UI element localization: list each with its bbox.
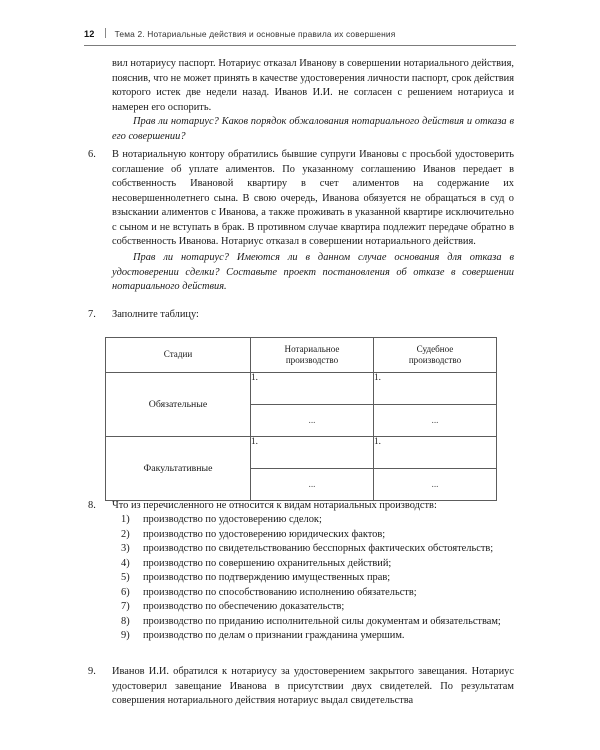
task-9-text: Иванов И.И. обратился к нотариусу за удостоверением закрытого завещания. Нотариус удостоверил завещание Иванова в присутствии двух свидетелей. По результатам совершения нотариального действия нотариус выдал свидетельства	[112, 666, 514, 707]
table-header-notary-line2: производство	[285, 355, 339, 365]
header-horizontal-rule	[84, 45, 516, 46]
stages-table-container	[105, 337, 496, 501]
stages-table	[105, 337, 497, 501]
table-row	[106, 437, 497, 469]
header-divider-rule	[105, 28, 106, 38]
task-8-number: 8.	[88, 500, 96, 511]
option-text: производство по удостоверению юридических фактов;	[143, 528, 386, 540]
list-item[interactable]	[112, 629, 514, 644]
option-marker: 6)	[121, 586, 130, 598]
running-head-title: Тема 2. Нотариальные действия и основные правила их совершения	[114, 29, 396, 39]
option-marker: 5)	[121, 572, 130, 583]
table-header-row	[106, 338, 497, 373]
table-header-notary	[251, 338, 374, 373]
list-item[interactable]	[112, 557, 514, 572]
table-cell-mandatory-judicial-dots[interactable]: ...	[374, 405, 497, 437]
option-marker: 2)	[121, 528, 130, 540]
option-text: производство по обеспечению доказательств;	[143, 601, 345, 612]
page-number: 12	[84, 29, 95, 39]
table-cell-mandatory-judicial-1[interactable]: 1.	[374, 373, 497, 405]
table-cell-stage-mandatory: Обязательные	[106, 373, 251, 437]
option-marker: 8)	[121, 615, 130, 627]
option-text: производство по совершению охранительных действий;	[143, 557, 392, 569]
table-cell-stage-optional: Факультативные	[106, 437, 251, 501]
list-item[interactable]	[112, 571, 514, 586]
running-head	[84, 27, 516, 39]
option-text: производство по делам о признании гражданина умершим.	[143, 630, 405, 641]
table-header-judicial-line2: производство	[408, 355, 462, 365]
option-text: производство по способствованию исполнению обязательств;	[143, 586, 417, 598]
table-cell-mandatory-notary-1[interactable]: 1.	[251, 373, 374, 405]
option-text: производство по удостоверению сделок;	[143, 514, 322, 525]
task-8	[88, 499, 514, 514]
table-row	[106, 373, 497, 405]
table-cell-mandatory-notary-dots[interactable]: ...	[251, 405, 374, 437]
task-6-text: В нотариальную контору обратились бывшие супруги Ивановы с просьбой удостоверить соглашение об уплате алиментов. По указанному соглашению Иванов передает в собственность Ивановой квартиру в счет алиментов на содержание их несовершеннолетнего сына. В свою очередь, Иванова обязуется не обращаться в суд о взыскании алиментов с Иванова, а также проживать в указанной квартире исключительно с сыном и не вступать в брак. В противном случае квартира подлежит передаче обратно в собственность Иванова. Нотариус отказал в совершении нотариального действия.	[112, 149, 514, 248]
table-cell-optional-notary-1[interactable]: 1.	[251, 437, 374, 469]
task-7-text: Заполните таблицу:	[112, 309, 199, 320]
list-item[interactable]	[112, 586, 514, 601]
option-text: производство по приданию исполнительной силы документам и обязательствам;	[143, 615, 501, 627]
table-header-judicial-line1: Судебное	[416, 343, 454, 354]
list-item[interactable]	[112, 528, 514, 543]
list-item[interactable]	[112, 542, 514, 557]
task-9	[88, 665, 514, 709]
task-9-number: 9.	[88, 666, 96, 677]
table-cell-optional-judicial-dots[interactable]: ...	[374, 469, 497, 501]
option-marker: 7)	[121, 601, 130, 612]
option-marker: 9)	[121, 630, 130, 641]
list-item[interactable]	[112, 513, 514, 528]
continued-question: Прав ли нотариус? Каков порядок обжалования нотариального действия и отказа в его совершении?	[112, 116, 514, 142]
task-8-options-list	[112, 513, 514, 644]
task-6-number: 6.	[88, 149, 96, 160]
option-marker: 4)	[121, 557, 130, 569]
task-7-number: 7.	[88, 309, 96, 320]
list-item[interactable]	[112, 600, 514, 615]
task-7	[88, 308, 514, 323]
table-header-judicial	[374, 338, 497, 373]
continued-paragraph: вил нотариусу паспорт. Нотариус отказал Иванову в совершении нотариального действия, пояснив, что не может принять в качестве удостоверения личности паспорт, срок действия которого истек две недели назад. Иванов И.И. не согласен с решением нотариуса и намерен его оспорить.	[112, 58, 514, 113]
table-cell-optional-judicial-1[interactable]: 1.	[374, 437, 497, 469]
table-header-stages: Стадии	[106, 338, 251, 373]
table-header-notary-line1: Нотариальное	[284, 343, 340, 354]
list-item[interactable]	[112, 615, 514, 630]
option-text: производство по подтверждению имущественных прав;	[143, 572, 391, 583]
task-6-question: Прав ли нотариус? Имеются ли в данном случае основания для отказа в удостоверении сделки? Составьте проект постановления об отказе в совершении нотариального действия.	[112, 252, 514, 293]
task-6	[88, 148, 514, 250]
task-8-text: Что из перечисленного не относится к видам нотариальных производств:	[112, 500, 437, 511]
option-marker: 3)	[121, 543, 130, 554]
option-marker: 1)	[121, 514, 130, 525]
option-text: производство по свидетельствованию бесспорных фактических обстоятельств;	[143, 543, 494, 554]
table-cell-optional-notary-dots[interactable]: ...	[251, 469, 374, 501]
